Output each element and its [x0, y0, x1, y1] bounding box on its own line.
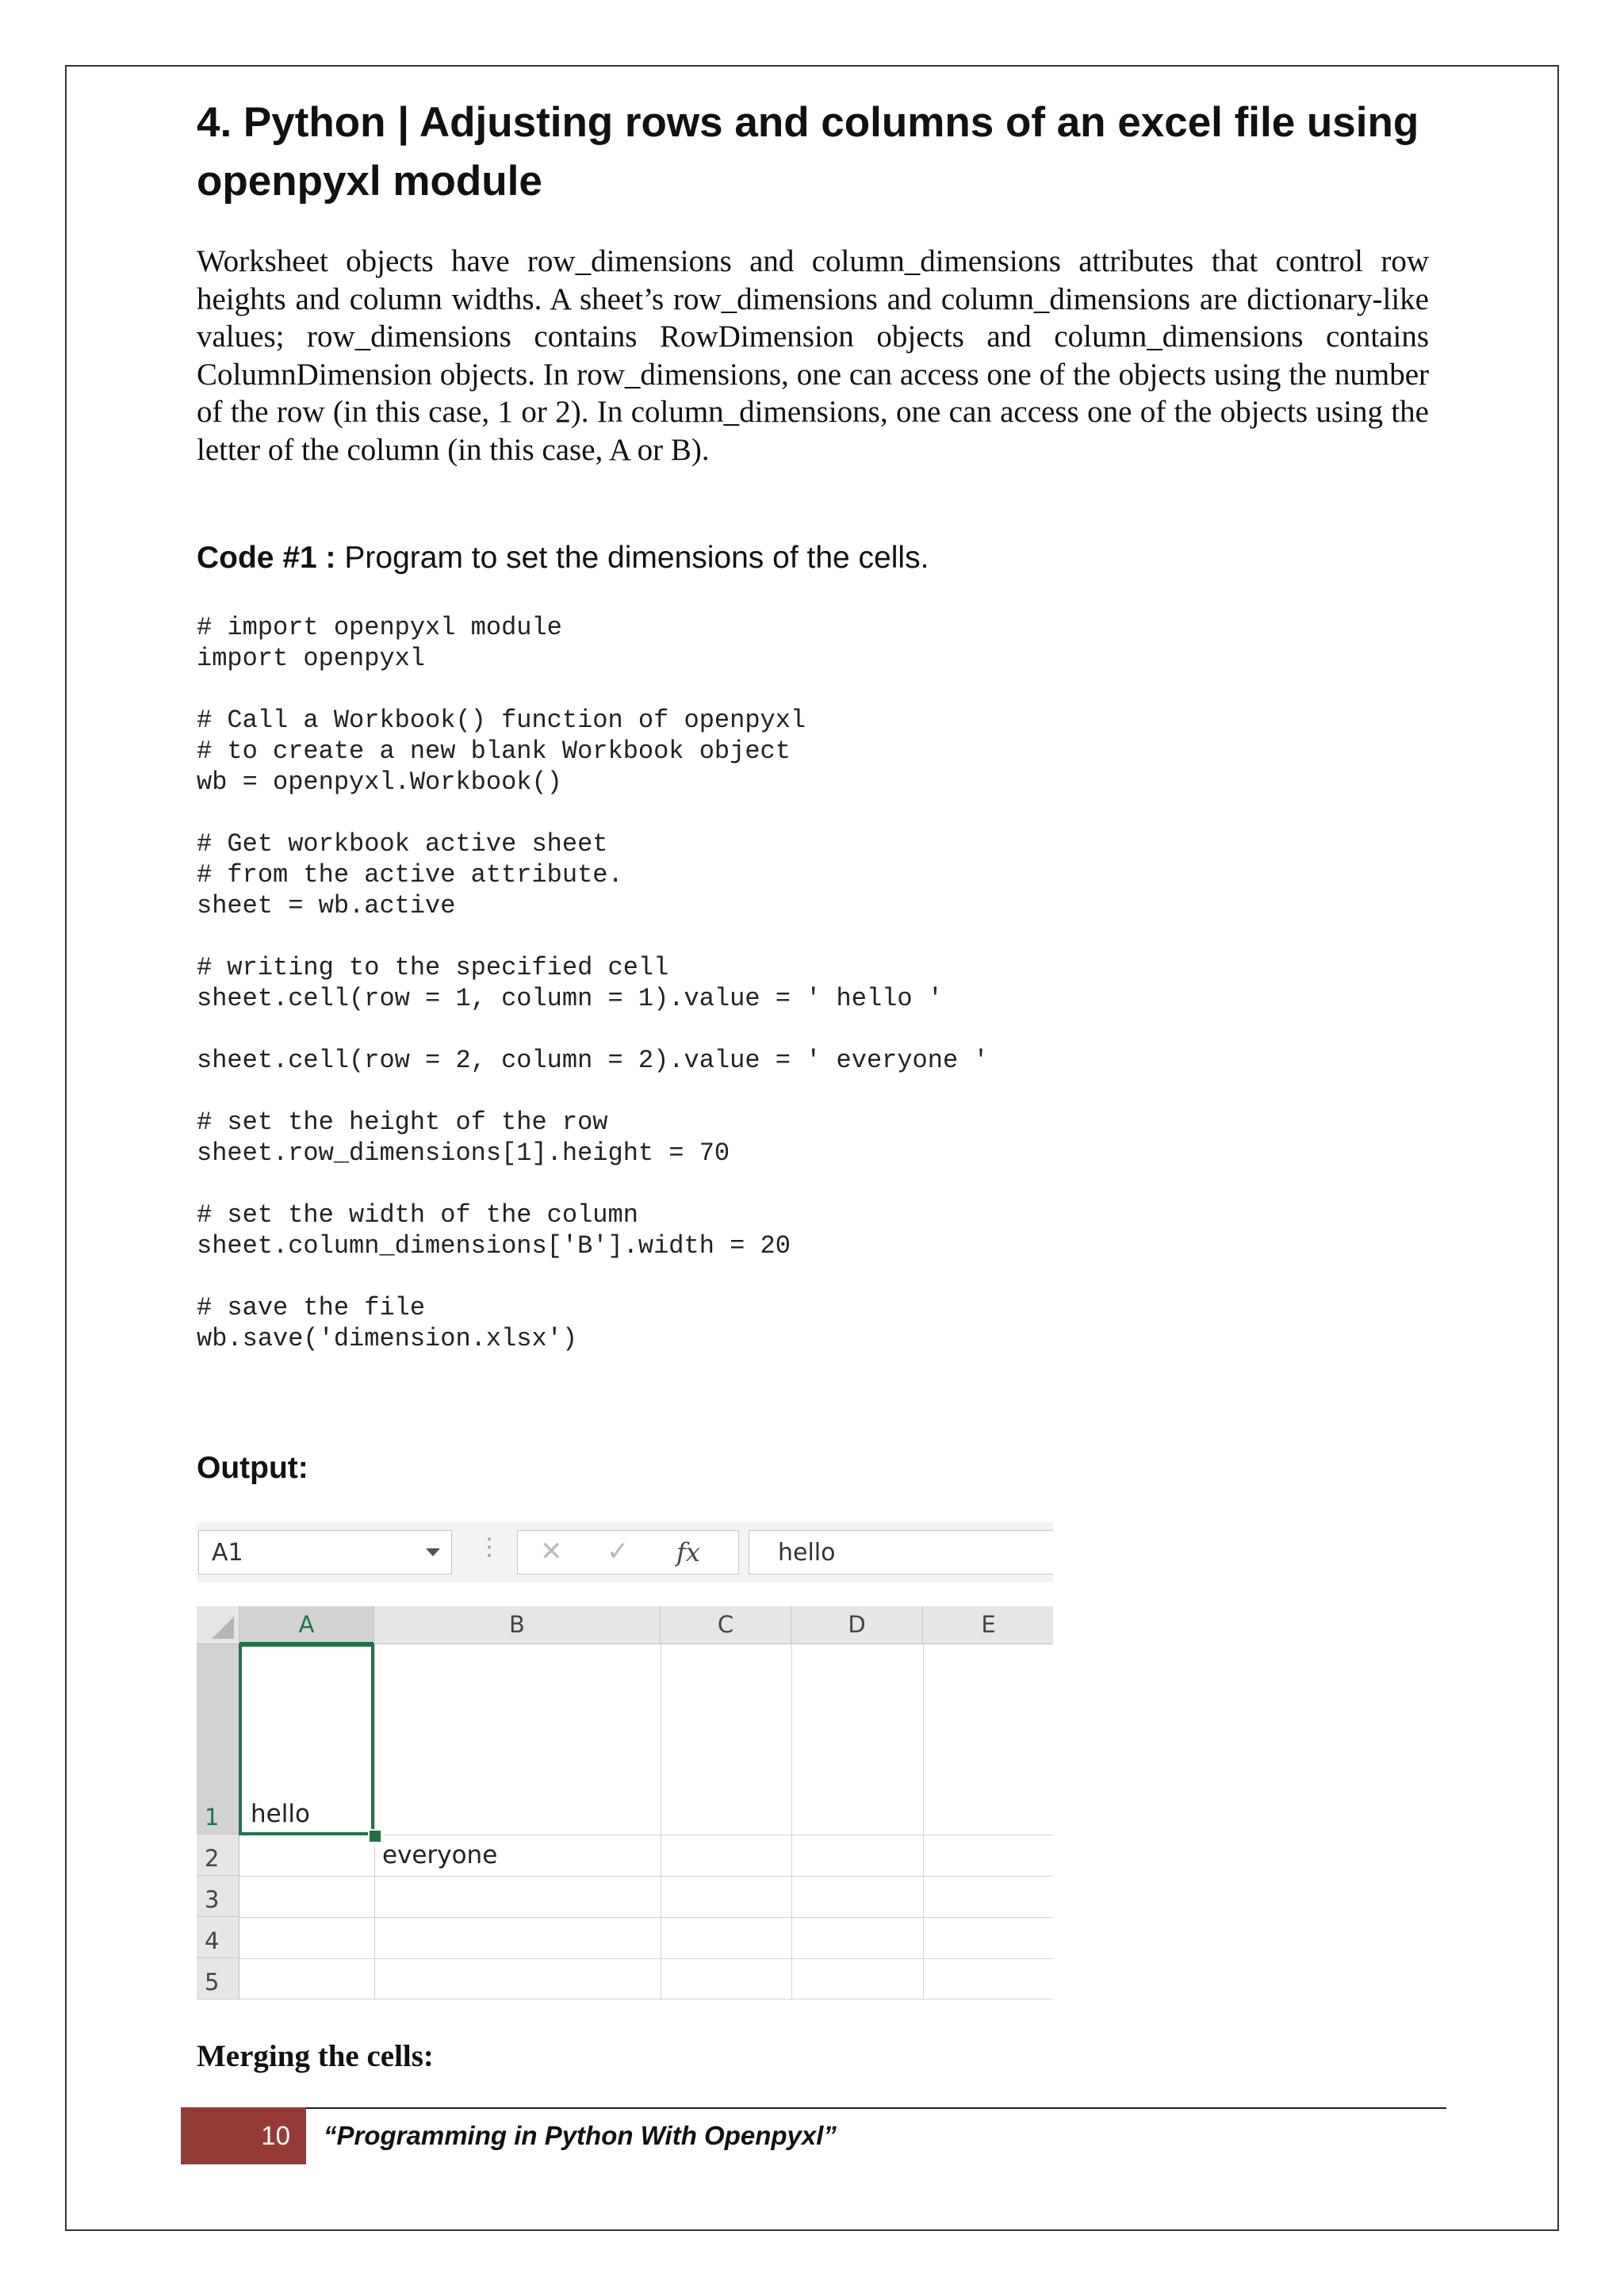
cancel-icon[interactable]: ✕: [540, 1536, 563, 1567]
formula-input[interactable]: [749, 1530, 1053, 1575]
code-heading-label: Code #1 :: [197, 541, 336, 575]
row-header-5[interactable]: 5: [197, 1958, 239, 1999]
column-header-e[interactable]: E: [923, 1606, 1053, 1644]
more-dots-icon: ⋮: [477, 1533, 501, 1561]
code-block: # import openpyxl module import openpyxl # Call a Workbook() function of openpyxl # to create a new blank Workbook object wb = openpyxl.Workbook() # Get workbook active sheet # from the active attribute. sheet = wb.active # writing to the specified cell sheet.cell(row = 1, column = 1).value = ' hello ' sheet.cell(row = 2, column = 2).value = ' everyone ' # set the height of the row sheet.row_dimensions[1].height = 70 # set the width of the column sheet.column_dimensions['B'].width = 20 # save the file wb.save('dimension.xlsx'): [197, 613, 989, 1353]
selected-cell-outline: [239, 1644, 374, 1835]
name-box-value: A1: [212, 1539, 243, 1567]
enter-check-icon[interactable]: ✓: [607, 1536, 630, 1567]
excel-screenshot: [197, 1522, 1053, 1999]
row-header-1[interactable]: 1: [197, 1644, 239, 1835]
code-heading: [197, 536, 1429, 580]
page-number: 10: [181, 2107, 306, 2164]
formula-bar: [197, 1522, 1053, 1582]
fill-handle[interactable]: [368, 1829, 382, 1843]
row-header-3[interactable]: 3: [197, 1876, 239, 1917]
column-header-d[interactable]: D: [791, 1606, 923, 1644]
row-header-4[interactable]: 4: [197, 1917, 239, 1958]
footer-book-title: “Programming in Python With Openpyxl”: [324, 2121, 837, 2150]
formula-buttons: [517, 1530, 739, 1575]
select-all-corner[interactable]: [197, 1606, 239, 1644]
code-heading-text: Program to set the dimensions of the cells.: [335, 541, 929, 575]
chevron-down-icon[interactable]: [426, 1548, 440, 1556]
merge-heading: Merging the cells:: [197, 2039, 434, 2073]
cell-b2[interactable]: everyone: [382, 1841, 498, 1869]
column-header-a[interactable]: A: [239, 1606, 374, 1644]
name-box[interactable]: [198, 1530, 452, 1575]
output-heading: Output:: [197, 1451, 308, 1485]
column-header-b[interactable]: B: [374, 1606, 661, 1644]
insert-function-icon[interactable]: fx: [676, 1537, 700, 1567]
column-header-c[interactable]: C: [661, 1606, 791, 1644]
cell-a1[interactable]: hello: [251, 1800, 310, 1828]
section-title: 4. Python | Adjusting rows and columns of an excel file using openpyxl module: [197, 99, 1419, 205]
formula-value: hello: [778, 1539, 836, 1567]
intro-paragraph: Worksheet objects have row_dimensions and column_dimensions attributes that control row heights and column widths. A sheet’s row_dimensions and column_dimensions are dictionary-like values; row_dimensions contains RowDimension objects and column_dimensions contains ColumnDimension objects. In row_dimensions, one can access one of the objects using the number of the row (in this case, 1 or 2). In column_dimensions, one can access one of the objects using the letter of the column (in this case, A or B).: [197, 244, 1429, 467]
row-header-2[interactable]: 2: [197, 1835, 239, 1876]
